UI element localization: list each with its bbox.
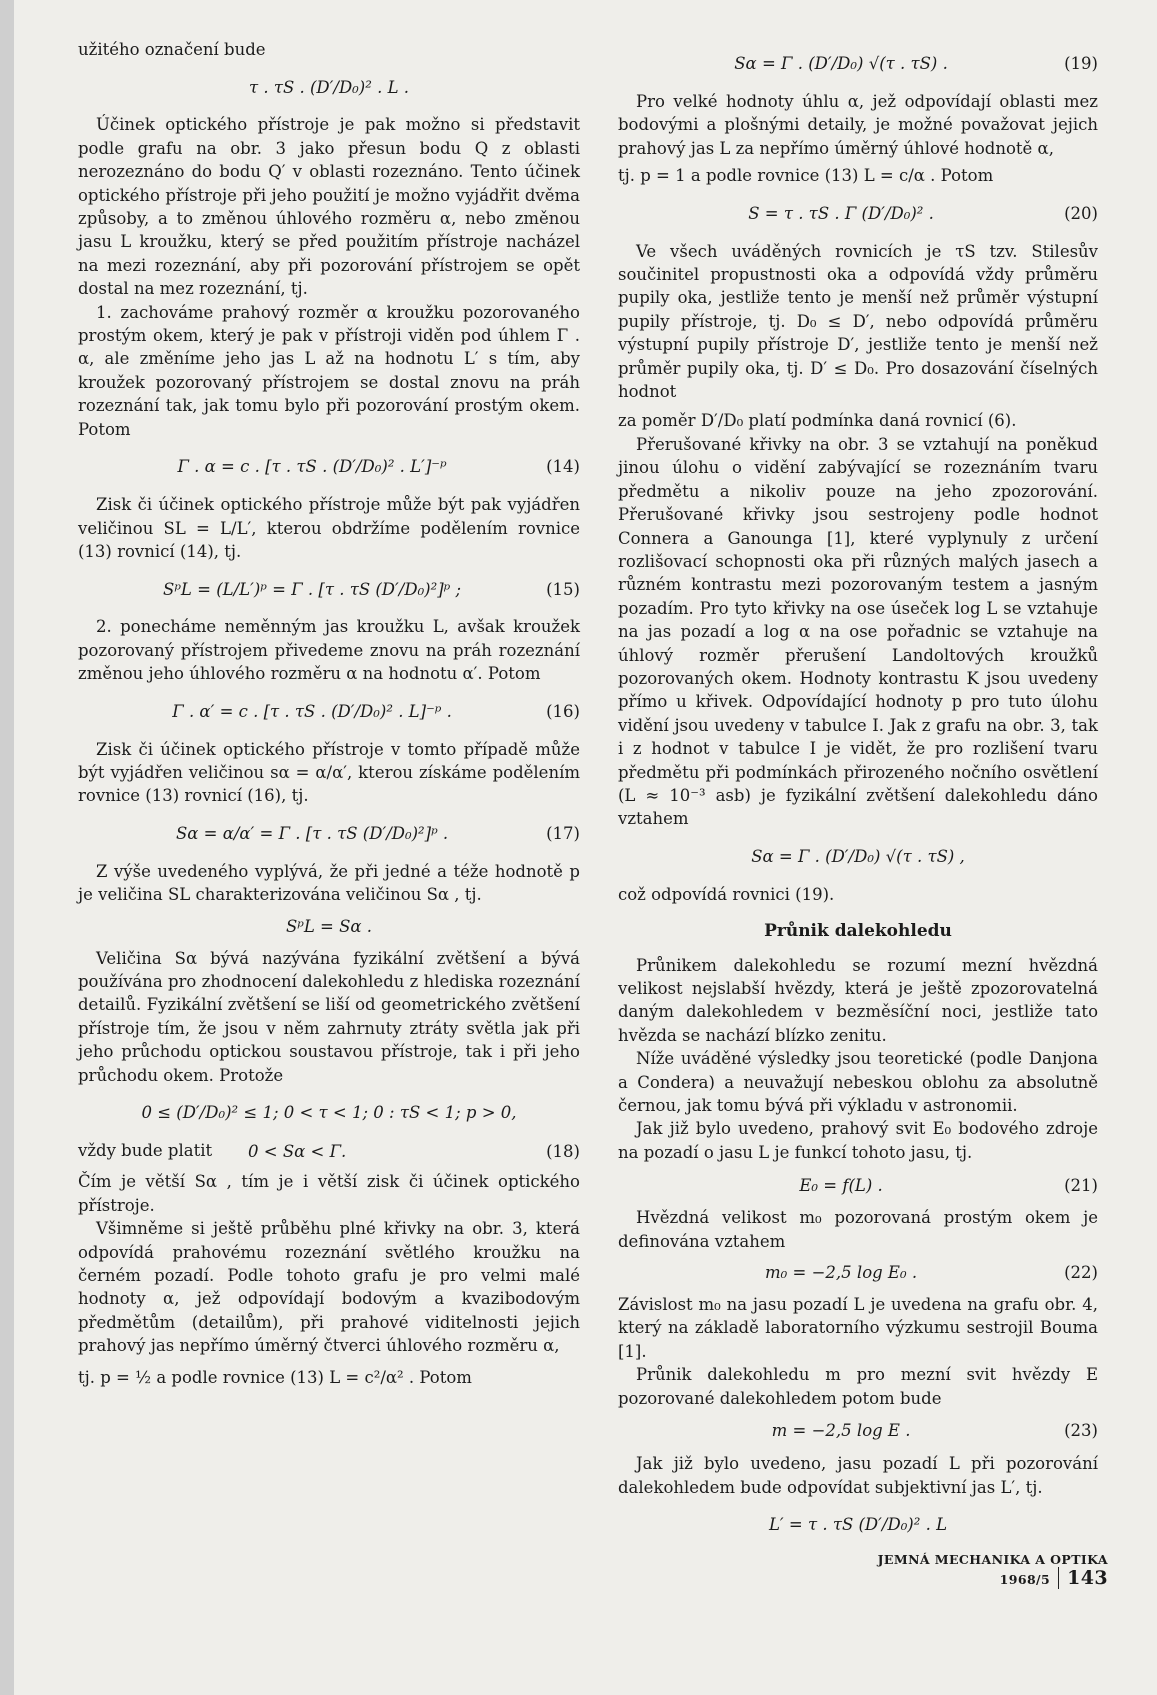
equation-18: 0 < Sα < Γ. (18) xyxy=(78,1138,580,1164)
equation-22: m₀ = −2,5 log E₀ . (22) xyxy=(618,1259,1098,1287)
equation: L′ = τ . τS (D′/D₀)² . L xyxy=(768,1515,948,1535)
equation-number: (20) xyxy=(1064,203,1098,223)
left-column xyxy=(78,38,580,1389)
page-footer xyxy=(778,1552,1108,1589)
paragraph: tj. p = ½ a podle rovnice (13) L = c²/α² . Potom xyxy=(78,1367,472,1387)
equation-number: (15) xyxy=(546,579,580,599)
paragraph: Účinek optického přístroje je pak možno si představit podle grafu na obr. 3 jako přesun bodu Q z oblasti nerozeznáno do bodu Q′ v oblasti rozeznáno. Tento účinek optického přístroje při jeho použití je možno vyjádřit dvěma způsoby, a to změnou úhlového rozměru α, nebo změnou jasu L kroužku, který se před použitím přístroje nacházel na mezi rozeznání, aby při pozorování přístrojem se opět dostal na mez rozeznání, tj. xyxy=(78,115,580,299)
paragraph: Ve všech uváděných rovnicích je τS tzv. Stilesův součinitel propustnosti oka a odpovídá vždy průměru pupily oka, jestliže tento je menší než průměr výstupní pupily přístroje, tj. D₀ ≤ D′, nebo odpovídá průměru výstupní pupily přístroje D′, jestliže tento je menší než průměr pupily oka, tj. D′ ≤ D₀. Pro dosazování číselných hodnot xyxy=(618,241,1098,402)
scan-edge-shadow xyxy=(0,0,14,1695)
equation-number: (22) xyxy=(1064,1263,1098,1283)
journal-title: JEMNÁ MECHANIKA A OPTIKA 1968/5 xyxy=(877,1552,1108,1587)
paragraph: Pro velké hodnoty úhlu α, jež odpovídají oblasti mez bodovými a plošnými detaily, je možné považovat jejich prahový jas L za nepřímo úměrný úhlové hodnotě α, xyxy=(618,92,1098,158)
paragraph: vždy bude platit xyxy=(78,1141,213,1160)
equation-21: E₀ = f(L) . (21) xyxy=(618,1170,1098,1200)
paragraph: Čím je větší Sα , tím je i větší zisk či účinek optického přístroje. xyxy=(78,1172,580,1215)
equation-number: (21) xyxy=(1064,1175,1098,1195)
paragraph: Průnik dalekohledu m pro mezní svit hvězdy E pozorované dalekohledem potom bude xyxy=(618,1365,1098,1408)
paragraph: Níže uváděné výsledky jsou teoretické (podle Danjona a Condera) a neuvažují nebeskou oblohu za absolutně černou, jak tomu bývá při výkladu v astronomii. xyxy=(618,1049,1098,1116)
paragraph: Všimněme si ještě průběhu plné křivky na obr. 3, která odpovídá prahovému rozeznání světlého kroužku na černém pozadí. Podle tohoto grafu je pro velmi malé hodnoty α, jež odpovídají bodovým a kvazibodovým předmětům (detailům), při prahové viditelnosti jejich prahový jas nepřímo úměrný čtverci úhlového rozměru α, xyxy=(78,1219,580,1356)
equation-number: (23) xyxy=(1064,1421,1098,1441)
paragraph: Z výše uvedeného vyplývá, že při jedné a téže hodnotě p je veličina SL charakterizována veličinou Sα , tj. xyxy=(78,861,580,905)
equation-16: Γ . α′ = c . [τ . τS . (D′/D₀)² . L]⁻ᵖ . (16) xyxy=(78,692,580,732)
equation-17: Sα = α/α′ = Γ . [τ . τS (D′/D₀)²]ᵖ . (17) xyxy=(78,814,580,854)
paragraph: Zisk či účinek optického přístroje v tomto případě může být vyjádřen veličinou sα = α/α′, kterou získáme podělením rovnice (13) rovnicí (16), tj. xyxy=(78,739,580,806)
equation-15: SᵖL = (L/L′)ᵖ = Γ . [τ . τS (D′/D₀)²]ᵖ ; (15) xyxy=(78,569,580,609)
equation-23: m = −2,5 log E . (23) xyxy=(618,1416,1098,1446)
equation-20: S = τ . τS . Γ (D′/D₀)² . (20) xyxy=(618,194,1098,234)
paragraph: Přerušované křivky na obr. 3 se vztahují na poněkud jinou úlohu o vidění zabývající se rozeznáním tvaru předmětu a nikoliv pouze na jeho zpozorování. Přerušované křivky jsou sestrojeny podle hodnot Connera a Ganounga [1], které vyplynuly z určení rozlišovací schopnosti oka při různých malých jasech a různém kontrastu mezi pozorovaným testem a jasným pozadím. Pro tyto křivky na ose úseček log L se vztahuje na jas pozadí a log α na ose pořadnic se vztahuje na úhlový rozměr přerušení Landoltových kroužků pozorovaných okem. Hodnoty kontrastu K jsou uvedeny přímo u křivek. Odpovídající hodnoty p pro tuto úlohu vidění jsou uvedeny v tabulce I. Jak z grafu na obr. 3, tak i z hodnot v tabulce I je vidět, že pro rozlišení tvaru předmětu při podmínkách přirozeného nočního osvětlení (L ≈ 10⁻³ asb) je fyzikální zvětšení dalekohledu dáno vztahem xyxy=(618,434,1098,829)
equation-19: Sα = Γ . (D′/D₀) √(τ . τS) . (19) xyxy=(618,44,1098,84)
equation: SᵖL = Sα . xyxy=(285,916,373,936)
equation-number: (16) xyxy=(546,701,580,721)
equation-number: (18) xyxy=(546,1141,580,1161)
paragraph: za poměr D′/D₀ platí podmínka daná rovnicí (6). xyxy=(618,411,1017,431)
page-number: 143 xyxy=(1058,1567,1108,1589)
equation-number: (17) xyxy=(546,824,580,844)
paragraph: užitého označení bude xyxy=(78,40,266,59)
paragraph: 1. zachováme prahový rozměr α kroužku pozorovaného prostým okem, který je pak v přístroji viděn pod úhlem Γ . α, ale změníme jeho jas L až na hodnotu L′ s tím, aby kroužek pozorovaný přístrojem se dostal znovu na práh rozeznání tak, jak tomu bylo při pozorování prostým okem. Potom xyxy=(78,302,580,439)
paragraph: 2. ponecháme neměnným jas kroužku L, avšak kroužek pozorovaný přístrojem přivedeme znovu na práh rozeznání změnou jeho úhlového rozměru α na hodnotu α′. Potom xyxy=(78,617,580,684)
right-column xyxy=(618,44,1098,1551)
equation: τ . τS . (D′/D₀)² . L . xyxy=(248,77,410,97)
paragraph: Zisk či účinek optického přístroje může být pak vyjádřen veličinou SL = L/L′, kterou obdržíme podělením rovnice (13) rovnicí (14), tj. xyxy=(78,495,580,561)
paragraph: tj. p = 1 a podle rovnice (13) L = c/α . Potom xyxy=(618,166,994,186)
paragraph: Hvězdná velikost m₀ pozorovaná prostým okem je definována vztahem xyxy=(618,1208,1098,1251)
section-heading: Průnik dalekohledu xyxy=(764,921,952,942)
equation-number: (14) xyxy=(546,457,580,477)
equation: 0 ≤ (D′/D₀)² ≤ 1; 0 < τ < 1; 0 : τS < 1; p > 0, xyxy=(141,1103,517,1123)
equation-14: Γ . α = c . [τ . τS . (D′/D₀)² . L′]⁻ᵖ (14) xyxy=(78,447,580,487)
paragraph: Průnikem dalekohledu se rozumí mezní hvězdná velikost nejslabší hvězdy, která je ještě zpozorovatelná daným dalekohledem v bezměsíční noci, jestliže tato hvězda se nachází blízko zenitu. xyxy=(618,955,1098,1045)
equation: Sα = Γ . (D′/D₀) √(τ . τS) , xyxy=(751,847,965,867)
paragraph: Veličina Sα bývá nazývána fyzikální zvětšení a bývá používána pro zhodnocení dalekohledu z hlediska rozeznání detailů. Fyzikální zvětšení se liší od geometrického zvětšení přístroje tím, že jsou v něm zahrnuty ztráty světla jak při jeho průchodu optickou soustavou přístroje, tak i při jeho průchodu okem. Protože xyxy=(78,948,580,1085)
paragraph: Závislost m₀ na jasu pozadí L je uvedena na grafu obr. 4, který na základě laboratorního výzkumu sestrojil Bouma [1]. xyxy=(618,1295,1098,1361)
paragraph: Jak již bylo uvedeno, prahový svit E₀ bodového zdroje na pozadí o jasu L je funkcí tohoto jasu, tj. xyxy=(618,1119,1098,1162)
paragraph: což odpovídá rovnici (19). xyxy=(618,884,835,904)
equation-number: (19) xyxy=(1064,54,1098,74)
paragraph: Jak již bylo uvedeno, jasu pozadí L při pozorování dalekohledem bude odpovídat subjektivní jas L′, tj. xyxy=(618,1454,1098,1497)
